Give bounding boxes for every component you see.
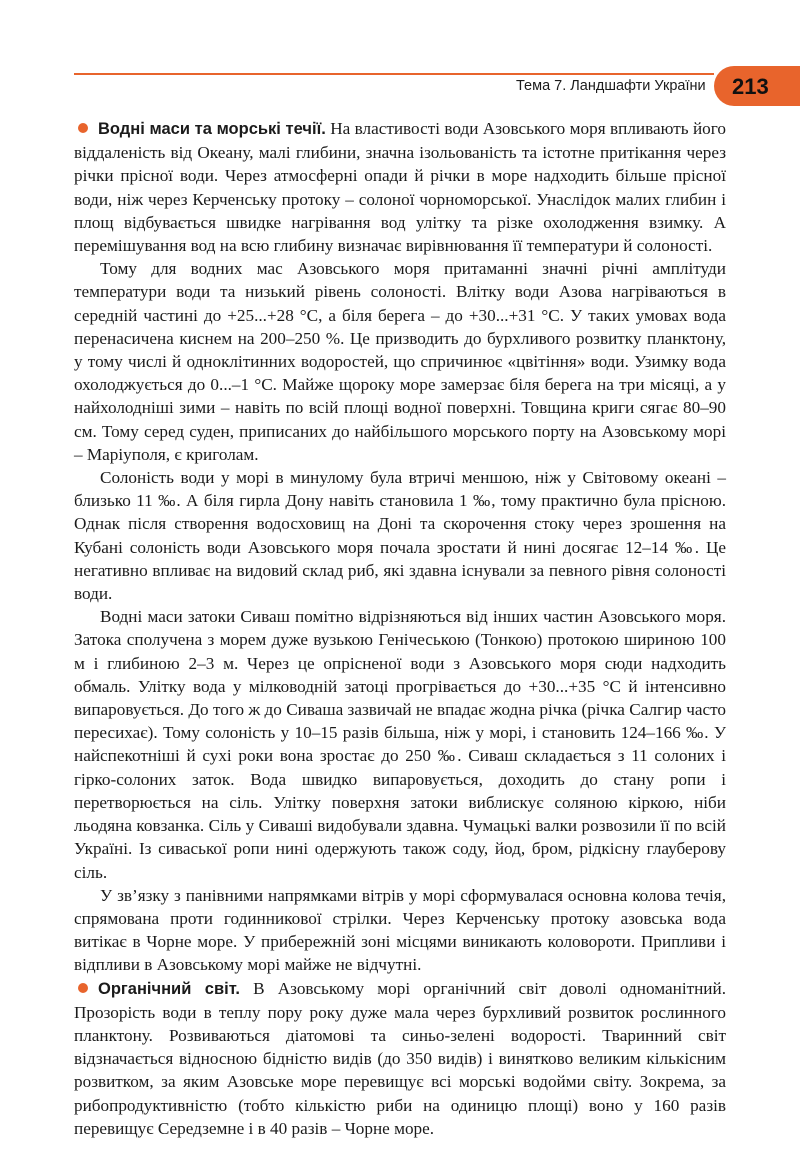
paragraph-salinity: Солоність води у морі в минулому була втричі меншою, ніж у Світовому океані – близько 11 ‰. А біля гирла Дону навіть становила 1 ‰, тому практично була прісною. Однак після створення водосховищ на Доні та скорочення стоку через зрошення на Кубані солоність води Азовського моря почала зростати й нині досягає 12–14 ‰. Це негативно впливає на видовий склад риб, які здавна існували за певного рівня солоності води.	[74, 468, 726, 604]
bullet-icon	[78, 123, 88, 133]
page-number: 213	[732, 74, 769, 99]
paragraph-text: В Азовському морі органічний світ доволі одноманітний. Прозорість води в теплу пору року дуже мала через бурхливий розвиток рослинного планктону. Розвиваються діатомові та синьо-зелені водорості. Тваринний світ відзначається відносною бідністю видів (до 350 видів) і винятково великим кількісним розвитком, за яким Азовське море перевищує всі морські водойми світу. Зокрема, за рибопродуктивністю (тобто кількістю риби на одиницю площі) воно у 160 разів перевищує Середземне і в 40 разів – Чорне море.	[74, 978, 726, 1138]
paragraph-temperature: Тому для водних мас Азовського моря притаманні значні річні амплітуди температури води та низький рівень солоності. Влітку води Азова нагріваються в середній частині до +25...+28 °С, а біля берега – до +30...+31 °С. У таких умовах вода перенасичена киснем на 200–250 %. Це призводить до бурхливого розвитку планктону, у тому числі й одноклітинних водоростей, що спричинює «цвітіння» води. Узимку вода охолоджується до 0...–1 °С. Майже щороку море замерзає біля берега на три місяці, а у найхолодніші зими – навіть по всій площі водної поверхні. Товщина криги сягає 80–90 см. Тому серед суден, приписаних до найбільшого морського порту на Азовському морі – Маріуполя, є криголам.	[74, 259, 726, 464]
bullet-icon	[78, 983, 88, 993]
page-body	[74, 117, 726, 1140]
header-rule	[74, 73, 714, 75]
topic-title: Тема 7. Ландшафти України	[516, 78, 706, 94]
paragraph-organic	[74, 977, 726, 1140]
paragraph-text: На властивості води Азовського моря впливають його віддаленість від Океану, малі глибини, значна ізольованість та істотне притікання через річки прісної води. Через атмосферні опади й річки в море надходить більше прісної води, ніж через Керченську протоку – солоної чорноморської. Унаслідок малих глибин і площ відбувається швидке нагрівання вод улітку та різке охолодження взимку. А перемішування вод на всю глибину визначає вирівнювання її температури й солоності.	[74, 119, 726, 256]
paragraph-water-intro	[74, 117, 726, 257]
section-heading-water: Водні маси та морські течії.	[98, 120, 326, 138]
section-heading-organic: Органічний світ.	[98, 979, 240, 998]
paragraph-syvash: Водні маси затоки Сиваш помітно відрізняються від інших частин Азовського моря. Затока сполучена з морем дуже вузькою Генічеською (Тонкою) протокою шириною 100 м і глибиною 2–3 м. Через це опрісненої води з Азовського моря сюди надходить обмаль. Улітку вода у мілководній затоці прогрівається до +30...+35 °С й інтенсивно випаровується. До того ж до Сиваша зазвичай не впадає жодна річка (річка Салгир часто пересихає). Тому солоність у 10–15 разів більша, ніж у морі, і становить 124–166 ‰. У найспекотніші й сухі роки вона зростає до 250 ‰. Сиваш складається з 11 солоних і гірко-солоних заток. Вода швидко випаровується, доходить до стану ропи і перетворюється на сіль. Улітку поверхня затоки виблискує соляною кіркою, ніби льодяна ковзанка. Сіль у Сиваші видобували здавна. Чумацькі валки розвозили її по всій Україні. Із сиваської ропи нині одержують також соду, йод, бром, рідкісну глауберову сіль.	[74, 607, 726, 882]
paragraph-currents: У зв’язку з панівними напрямками вітрів у морі сформувалася основна колова течія, спрямована проти годинникової стрілки. Через Керченську протоку азовська вода витікає в Чорне море. У прибережній зоні місцями виникають коловороти. Припливи і відпливи в Азовському морі майже не відчутні.	[74, 885, 726, 975]
